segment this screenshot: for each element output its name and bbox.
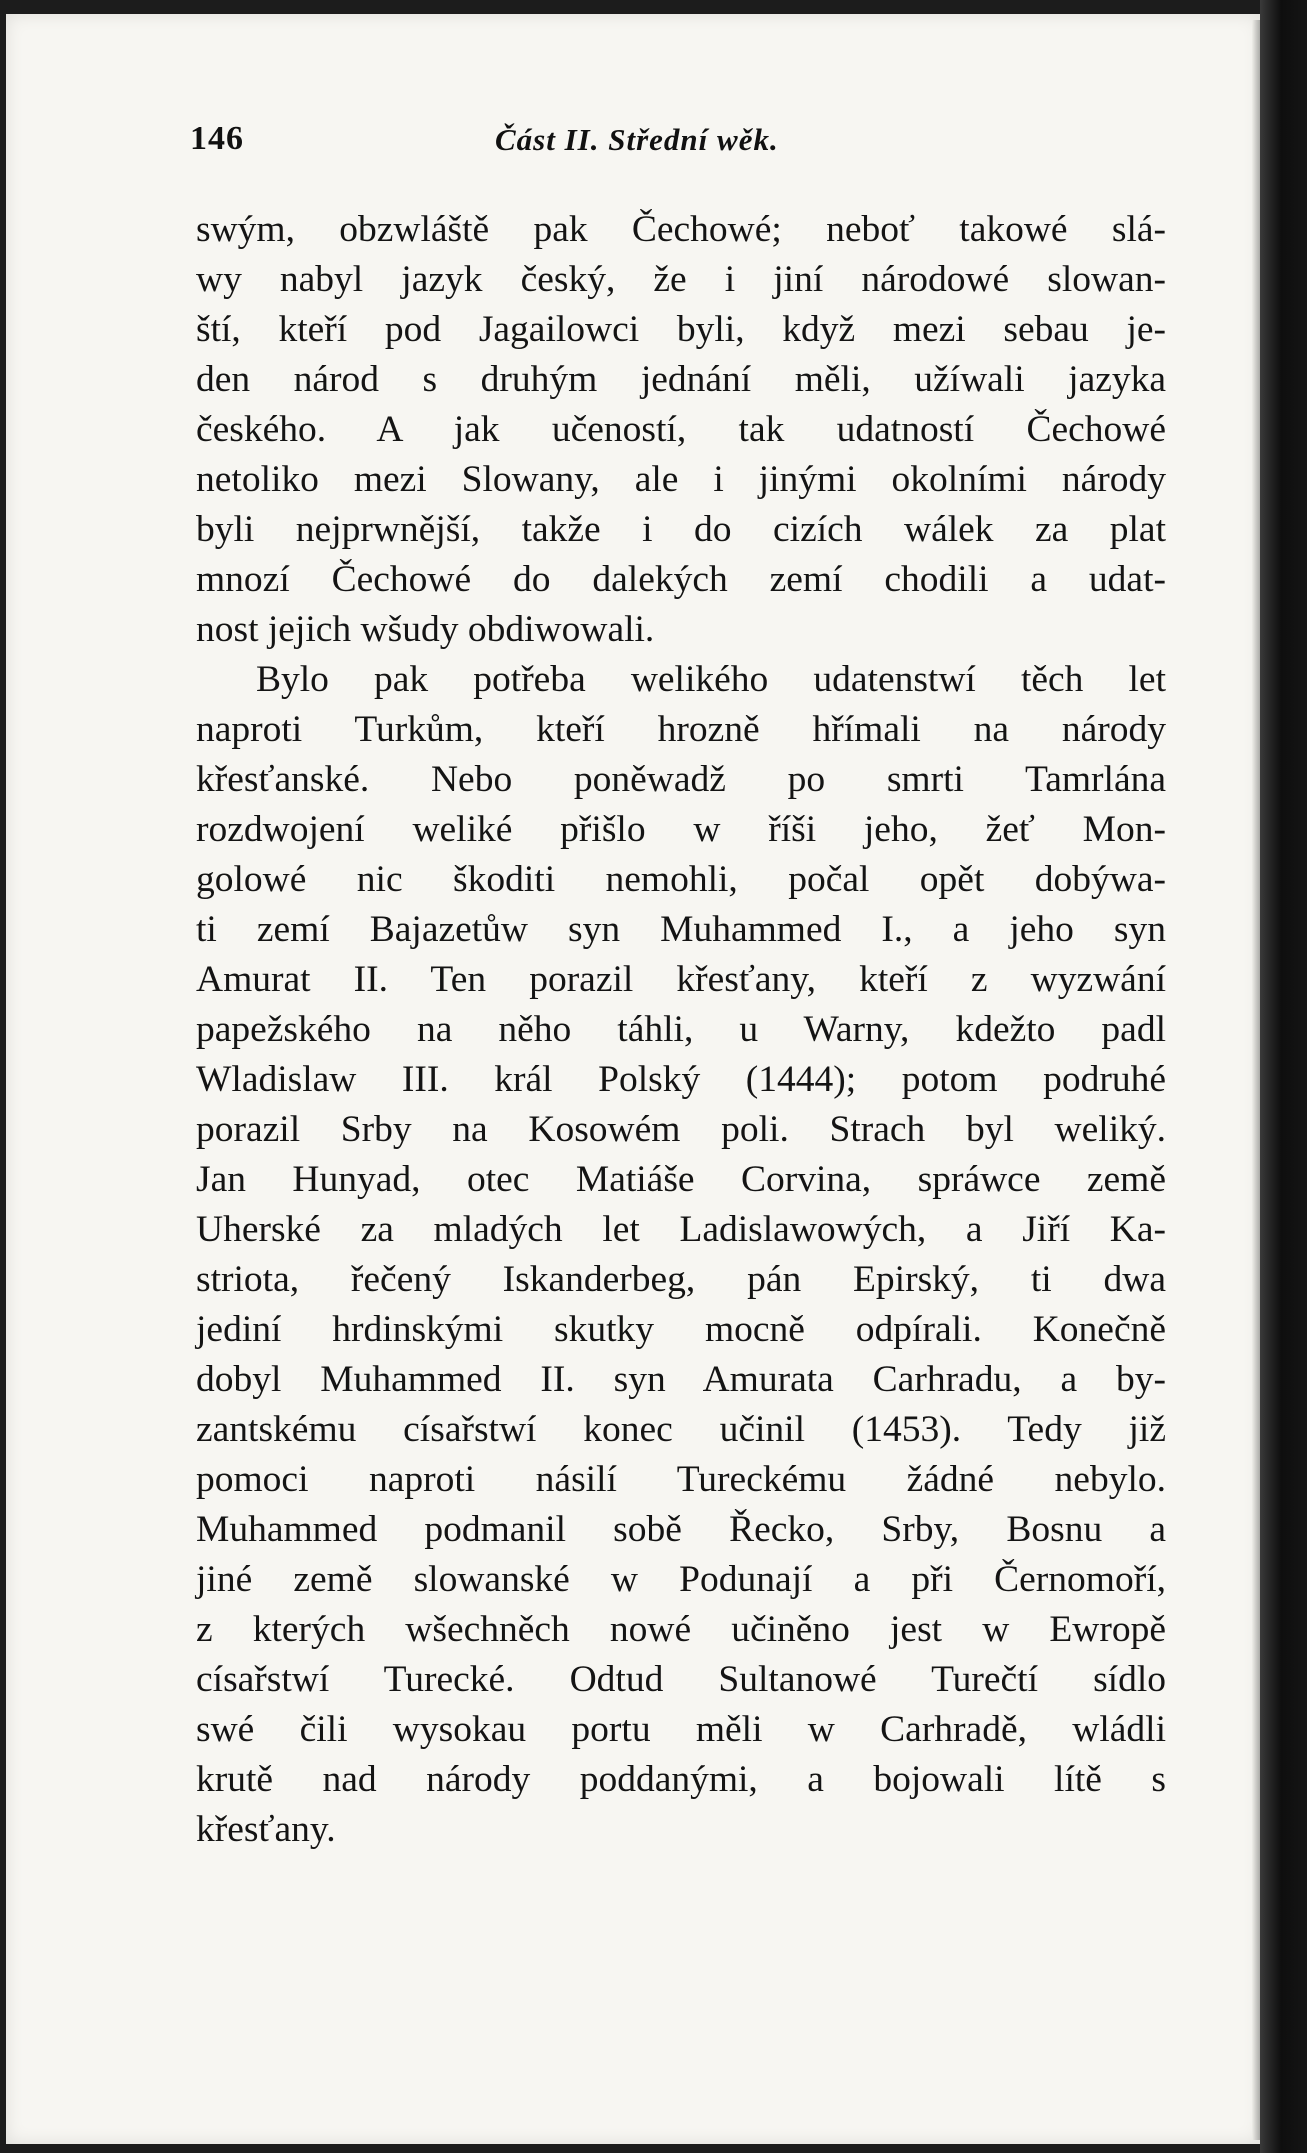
text-line: Muhammed podmanil sobě Řecko, Srby, Bosnu a [196, 1509, 1166, 1550]
text-line: striota, řečený Iskanderbeg, pán Epirský, ti dwa [196, 1259, 1166, 1300]
text-line: byli nejprwnější, takže i do cizích wálek za plat [196, 509, 1166, 550]
text-line: papežského na něho táhli, u Warny, kdežto padl [196, 1009, 1166, 1050]
text-line: císařstwí Turecké. Odtud Sultanowé Turečtí sídlo [196, 1659, 1166, 1700]
text-line: krutě nad národy poddanými, a bojowali lítě s [196, 1759, 1166, 1800]
text-line: ští, kteří pod Jagailowci byli, když mezi sebau je- [196, 309, 1166, 350]
book-spine-shadow [1260, 0, 1307, 2153]
text-line: porazil Srby na Kosowém poli. Strach byl weliký. [196, 1109, 1166, 1150]
text-line: den národ s druhým jednání měli, užíwali jazyka [196, 359, 1166, 400]
text-line: rozdwojení weliké přišlo w říši jeho, žeť Mon- [196, 809, 1166, 850]
text-line: jiné země slowanské w Podunají a při Černomoří, [196, 1559, 1166, 1600]
text-line: golowé nic škoditi nemohli, počal opět dobýwa- [196, 859, 1166, 900]
text-line: Bylo pak potřeba welikého udatenstwí těch let [256, 659, 1166, 700]
text-line: mnozí Čechowé do dalekých zemí chodili a udat- [196, 559, 1166, 600]
text-line: zantskému císařstwí konec učinil (1453). Tedy již [196, 1409, 1166, 1450]
running-head [190, 120, 1190, 170]
text-line: swým, obzwláště pak Čechowé; neboť takowé slá- [196, 209, 1166, 250]
text-line: naproti Turkům, kteří hrozně hřímali na národy [196, 709, 1166, 750]
text-line: křesťanské. Nebo poněwadž po smrti Tamrlána [196, 759, 1166, 800]
chapter-title: Část II. Střední wěk. [495, 122, 779, 157]
text-line: Uherské za mladých let Ladislawowých, a Jiří Ka- [196, 1209, 1166, 1250]
text-line: jediní hrdinskými skutky mocně odpírali. Konečně [196, 1309, 1166, 1350]
text-line: netoliko mezi Slowany, ale i jinými okolními národy [196, 459, 1166, 500]
text-line: křesťany. [196, 1809, 336, 1850]
text-line: nost jejich wšudy obdiwowali. [196, 609, 655, 650]
text-line: ti zemí Bajazetůw syn Muhammed I., a jeho syn [196, 909, 1166, 950]
text-line: Jan Hunyad, otec Matiáše Corvina, spráwce země [196, 1159, 1166, 1200]
text-line: Amurat II. Ten porazil křesťany, kteří z wyzwání [196, 959, 1166, 1000]
text-line: pomoci naproti násilí Tureckému žádné nebylo. [196, 1459, 1166, 1500]
text-line: českého. A jak učeností, tak udatností Čechowé [196, 409, 1166, 450]
page-number: 146 [190, 120, 244, 157]
text-line: wy nabyl jazyk český, že i jiní národowé slowan- [196, 259, 1166, 300]
text-line: swé čili wysokau portu měli w Carhradě, wládli [196, 1709, 1166, 1750]
body-text [196, 205, 1166, 1855]
text-line: dobyl Muhammed II. syn Amurata Carhradu, a by- [196, 1359, 1166, 1400]
text-line: Wladislaw III. král Polský (1444); potom podruhé [196, 1059, 1166, 1100]
text-line: z kterých wšechněch nowé učiněno jest w Ewropě [196, 1609, 1166, 1650]
